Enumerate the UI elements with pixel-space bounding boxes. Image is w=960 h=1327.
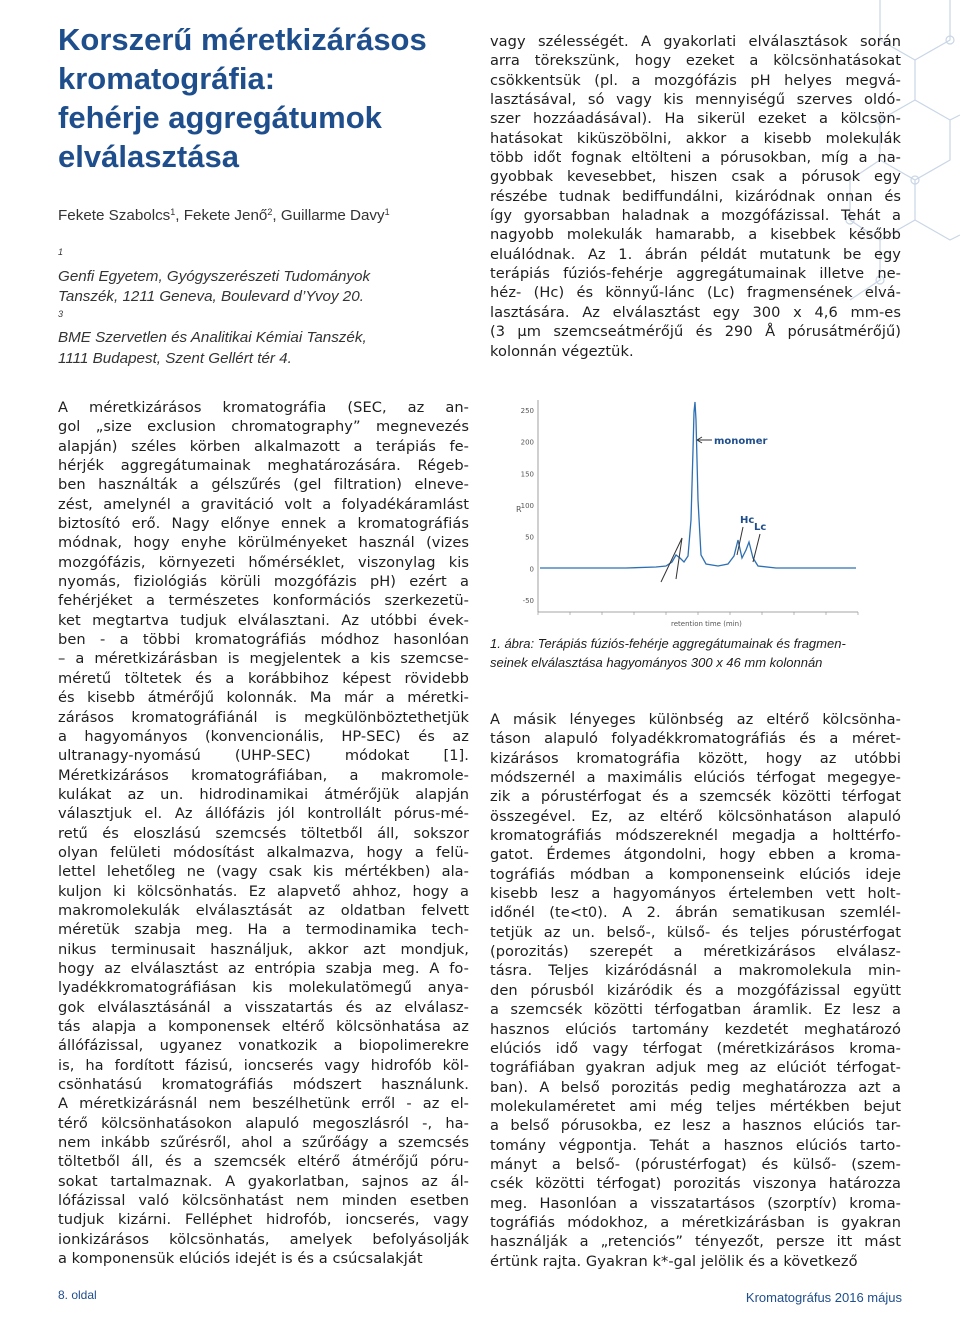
text-line: táson alapuló folyadékkromatográfiás és a méret- bbox=[490, 730, 901, 748]
page-number: 8. oldal bbox=[58, 1288, 97, 1302]
text-line: és kisebb átmérőjű kolonnák. Ma már a méretki- bbox=[58, 689, 469, 707]
text-line: is, ha fordított fázisú, ioncserés vagy hidrofób köl- bbox=[58, 1056, 469, 1074]
text-line: kolonnán végeztük. bbox=[490, 342, 634, 360]
text-line: tomány végpontja. Tehát a hasznos elúciós tarto- bbox=[490, 1136, 901, 1154]
annotation-hc: Hc bbox=[740, 515, 755, 526]
chromatogram-figure bbox=[506, 390, 866, 630]
text-line: módszernél a maximális elúciós térfogat megegye- bbox=[490, 769, 901, 787]
figure-caption bbox=[490, 634, 901, 672]
title-line: fehérje aggregátumok bbox=[58, 100, 382, 135]
y-tick-label: -50 bbox=[522, 597, 534, 605]
text-line: Méretkizárásos kromatográfiában, a makromole- bbox=[58, 766, 469, 784]
text-line: részébe tudnak bediffundálni, kizáródnak onnan és bbox=[490, 187, 901, 205]
y-tick-label: 200 bbox=[520, 438, 534, 447]
text-line: elúciós idő vagy térfogat (méretkizárásos kroma- bbox=[490, 1039, 901, 1057]
text-line: mányt a belső- (pórustérfogat) és külső- (szem- bbox=[490, 1155, 901, 1173]
body-text-right-top bbox=[490, 32, 901, 361]
body-text-right-bottom bbox=[490, 710, 901, 1271]
text-line: mozgófázis, környezeti hőmérséklet, viszonylag kis bbox=[58, 553, 469, 571]
affiliations bbox=[58, 246, 478, 369]
x-axis-label: retention time (min) bbox=[671, 620, 742, 628]
annotation-monomer: monomer bbox=[714, 436, 768, 447]
author-affiliation-mark: 1 bbox=[384, 207, 390, 217]
text-line: méretük szabja meg. Ha a termodinamika tech- bbox=[58, 921, 469, 939]
text-line: a belső pórusokba, ez lesz a hasznos elúciós tar- bbox=[490, 1117, 901, 1135]
text-line: a hagyományos (konvencionális, HP-SEC) és az bbox=[58, 727, 469, 745]
text-line: biztosító erő. Nagy előnye ennek a kromatográfiás bbox=[58, 515, 469, 533]
text-line: (3 µm szemcseátmérőjű és 290 Å pórusátmérőjű) bbox=[490, 323, 901, 341]
text-line: a komponensük elúciós idejét is és a csúcsalakját bbox=[58, 1250, 423, 1268]
author-list bbox=[58, 206, 478, 226]
text-line: molekulaméretet ami még teljes mértékben bejut bbox=[490, 1097, 901, 1115]
text-line: csék közötti térfogat) porozitás viszonya határozza bbox=[490, 1175, 901, 1193]
text-line: tásra. Teljes kizáródásnál a makromolekula min- bbox=[490, 962, 901, 980]
text-line: (porozitás) szerepét a méretkizárásos elválasz- bbox=[490, 943, 901, 961]
text-line: tudjuk kizárni. Felléphet hidrofób, ioncserés, vagy bbox=[58, 1211, 469, 1229]
affiliation-line: 1111 Budapest, Szent Gellért tér 4. bbox=[58, 349, 292, 367]
text-line: gyobbak kevesebbet, hiszen csak a pórusok egy bbox=[490, 168, 901, 186]
author-name: Guillarme Davy bbox=[280, 207, 385, 224]
text-line: csökkentsük (pl. a mozgófázis pH helyes megvá- bbox=[490, 71, 901, 89]
text-line: terápiás fúziós-fehérje aggregátumainak illetve ne- bbox=[490, 265, 901, 283]
text-line: méretű töltetek és a korábbihoz képest rövidebb bbox=[58, 669, 469, 687]
text-line: ben - a többi kromatográfiás módhoz hasonlóan bbox=[58, 631, 469, 649]
affiliation-line bbox=[58, 308, 478, 349]
text-line: A méretkizárásos kromatográfia (SEC, az an- bbox=[58, 399, 469, 416]
author-name: Fekete Szabolcs bbox=[58, 207, 171, 224]
author-name: Fekete Jenő bbox=[183, 207, 268, 224]
text-line: tás alapja a komponensek eltérő kölcsönhatása az bbox=[58, 1018, 469, 1035]
text-line: összegével. Ez, az eltérő kölcsönhatáson alapuló bbox=[490, 807, 901, 825]
text-line: vagy szélességét. A gyakorlati elválasztások során bbox=[490, 33, 901, 50]
text-line: lófázissal való kölcsönhatást nem minden esetben bbox=[58, 1192, 469, 1210]
text-line: meg. Hasonlóan a visszatartásos (szorptív) kroma- bbox=[490, 1194, 901, 1212]
text-line: nyomás, fiziológiás körüli mozgófázis pH) ezért a bbox=[58, 573, 469, 591]
caption-line: seinek elválasztása hagyományos 300 x 46 mm kolonnán bbox=[490, 655, 823, 670]
affiliation-text: BME Szervetlen és Analitikai Kémiai Tanszék, bbox=[58, 329, 367, 346]
y-tick-label: 250 bbox=[520, 407, 534, 415]
text-line: hogy az elválasztást az entrópia szabja meg. A fo- bbox=[58, 959, 469, 977]
y-tick-label: 50 bbox=[525, 533, 534, 542]
y-tick-label: 150 bbox=[520, 470, 534, 479]
text-line: a szemcsék közötti térfogatban áramlik. Ez lesz a bbox=[490, 1001, 901, 1019]
text-line: kisebb lesz a hagyományos értelemben vett holt- bbox=[490, 885, 901, 903]
text-line: hasznos elúciós tartomány kezdetét meghatározó bbox=[490, 1020, 901, 1038]
text-line: választjuk el. Az állófázis jól kontrollált pórus-mé- bbox=[58, 805, 469, 823]
text-line: A méretkizárásnál nem beszélhetünk erről - az el- bbox=[58, 1095, 469, 1113]
text-line: töltetből áll, és a szemcsék eltérő átmérőjű póru- bbox=[58, 1153, 469, 1171]
text-line: gok elválasztásánál a visszatartás és az elválasz- bbox=[58, 998, 469, 1016]
text-line: gol „size exclusion chromatography” megnevezés bbox=[58, 418, 469, 436]
article-title bbox=[58, 20, 478, 176]
text-line: módnak, hogy enyhe körülményeket használ (vizes bbox=[58, 534, 469, 552]
text-line: zik a pórustérfogat és a szemcsék közötti térfogat bbox=[490, 788, 901, 806]
text-line: olyan felületi módosítást alkalmazva, hogy a felü- bbox=[58, 843, 469, 861]
text-line: tetjük az un. belső-, külső- és teljes pórustérfogat bbox=[490, 923, 901, 941]
text-line: hérjék aggregátumainak meghatározására. Régeb- bbox=[58, 457, 469, 475]
annotation-lc: Lc bbox=[754, 522, 767, 533]
text-line: ultranagy-nyomású (UHP-SEC) módokat [1]. bbox=[58, 747, 469, 765]
text-line: nem inkább szűrésről, ahol a szűrőágy a szemcsés bbox=[58, 1134, 469, 1152]
y-axis-label: R bbox=[516, 505, 522, 514]
text-line: kulákat az un. hidrodinamikai átmérőjük alapján bbox=[58, 785, 469, 803]
affiliation-text: Genfi Egyetem, Gyógyszerészeti Tudományok bbox=[58, 267, 371, 285]
text-line: így gyorsabban haladnak a mozgófázissal. Tehát a bbox=[490, 207, 901, 225]
caption-line: 1. ábra: Terápiás fúziós-fehérje aggregátumainak és fragmen- bbox=[490, 636, 846, 651]
text-line: lasztásával, só vagy kis mennyiségű szerves oldó- bbox=[490, 91, 901, 109]
text-line: den pórusból kizáródik és a mozgófázissal együtt bbox=[490, 981, 901, 999]
magazine-issue: Kromatográfus 2016 május bbox=[745, 1290, 902, 1305]
text-line: időnél (te<t0). A 2. ábrán sematikusan szemlél- bbox=[490, 904, 901, 922]
text-line: csönhatású kromatográfiás módszert használunk. bbox=[58, 1076, 469, 1094]
text-line: eluálódnak. Az 1. ábrán példát mutatunk be egy bbox=[490, 245, 901, 263]
author-affiliation-mark: 1 bbox=[170, 207, 176, 217]
text-line: ban). A belső porozitás pedig meghatározza azt a bbox=[490, 1078, 901, 1096]
text-line: tográfiás módban a komponenseink elúciós ideje bbox=[490, 865, 901, 883]
author-separator: , bbox=[272, 207, 281, 224]
text-line: használják a „retenciós” tényezőt, persze itt mást bbox=[490, 1233, 901, 1251]
text-line: A másik lényeges különbség az eltérő kölcsönha- bbox=[490, 711, 901, 728]
text-line: arra törekszünk, hogy ezeket a kölcsönhatásokat bbox=[490, 52, 901, 70]
text-line: több időt fognak eltölteni a pórusokban, míg a na- bbox=[490, 149, 901, 167]
text-line: ionkizárásos kölcsönhatás, amelyek befolyásolják bbox=[58, 1230, 469, 1248]
text-line: lyadékkromatográfiásan kis molekulatömegű anya- bbox=[58, 979, 469, 997]
text-line: állófázissal, ugyanez vonatkozik a biopolimerekre bbox=[58, 1037, 469, 1055]
author-separator: , bbox=[175, 207, 184, 224]
text-line: kromatográfiás módszereknél megadja a holttérfo- bbox=[490, 827, 901, 845]
text-line: ket megtartva tudjuk elválasztani. Az utóbbi évek- bbox=[58, 611, 469, 629]
text-line: nikus terminusait használjuk, akkor azt mondjuk, bbox=[58, 940, 469, 958]
text-line: tográfiában gyakran adjuk meg az elúciót térfogat- bbox=[490, 1059, 901, 1077]
title-line: Korszerű méretkizárásos bbox=[58, 22, 427, 57]
text-line: zést, amelynél a gravitáció volt a folyadékáramlást bbox=[58, 495, 469, 513]
text-line: héz- (Hc) és könnyű-lánc (Lc) fragmensének elvá- bbox=[490, 284, 901, 302]
figure-background bbox=[506, 390, 866, 630]
affiliation-line: Tanszék, 1211 Geneva, Boulevard d’Yvoy 20. bbox=[58, 288, 364, 305]
title-line: kromatográfia: bbox=[58, 61, 276, 96]
text-line: sokat tartalmaznak. A gyakorlatban, sajnos az ál- bbox=[58, 1172, 469, 1190]
title-line: elválasztása bbox=[58, 139, 239, 174]
text-line: hatásokat kiküszöbölni, akkor a kisebb molekulák bbox=[490, 129, 901, 147]
text-line: kuljon ki kölcsönhatás. Ez alapvető ahhoz, hogy a bbox=[58, 882, 469, 900]
text-line: térő kölcsönhatásokon alapuló megoszlásról -, ha- bbox=[58, 1114, 469, 1132]
author-affiliation-mark: 2 bbox=[267, 207, 273, 217]
text-line: gatot. Érdemes átgondolni, hogy ebben a kroma- bbox=[490, 846, 901, 864]
affiliation-mark: 1 bbox=[58, 247, 64, 257]
text-line: retű és eloszlású szemcsés töltetből áll, sokszor bbox=[58, 824, 469, 842]
text-line: zárásos kromatográfiánál is megkülönböztethetjük bbox=[58, 708, 469, 726]
text-line: alapján) széles körben alkalmazott a terápiás fe- bbox=[58, 437, 469, 455]
text-line: makromolekulák elválasztását az oldatban felvett bbox=[58, 901, 469, 919]
text-line: lettel lehetőleg ne (vagy csak kis mértékben) ala- bbox=[58, 863, 469, 881]
text-line: szer hozzáadásával). Ha sikerül ezeket a kölcsön- bbox=[490, 110, 901, 128]
body-text-left bbox=[58, 398, 469, 1268]
text-line: ben használták a gélszűrés (gel filtration) elneve- bbox=[58, 476, 469, 494]
y-tick-label: 100 bbox=[520, 502, 534, 510]
affiliation-mark: 3 bbox=[58, 308, 64, 319]
text-line: tográfiás módokhoz, a méretkizárásban is gyakran bbox=[490, 1213, 901, 1231]
text-line: lasztására. Az elválasztást egy 300 x 4,6 mm-es bbox=[490, 303, 901, 321]
text-line: kizárásos kromatográfia között, hogy az utóbbi bbox=[490, 749, 901, 767]
text-line: – a méretkizárásban is megjelentek a kis szemcse- bbox=[58, 650, 469, 668]
text-line: értünk rajta. Gyakran k*-gal jelölik és a következő bbox=[490, 1252, 858, 1270]
y-tick-label: 0 bbox=[529, 565, 534, 574]
affiliation-line bbox=[58, 246, 478, 287]
text-line: nagyobb molekulák hamarabb, a kisebbek később bbox=[490, 226, 901, 244]
text-line: fehérjéket a természetes konformációs szerkezetü- bbox=[58, 592, 469, 610]
